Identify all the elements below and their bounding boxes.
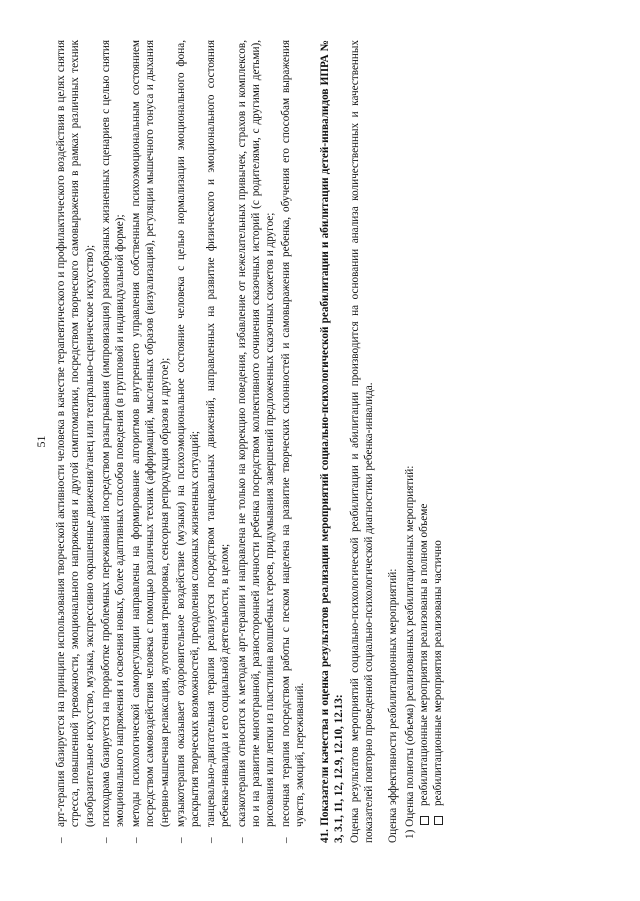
page-number: 51: [34, 435, 48, 448]
option-row[interactable]: [417, 40, 431, 825]
list-item: [129, 40, 172, 843]
bullet-dash: –: [174, 837, 187, 843]
option-label: реабилитационные мероприятия реализованы в полном объеме: [417, 503, 430, 806]
list-item: [174, 40, 202, 843]
checkbox-icon[interactable]: [420, 816, 429, 825]
list-item: [99, 40, 127, 843]
list-item-text: танцевально-двигательная терапия реализуется посредством танцевальных движений, направленных на развитие физического и эмоционального состояния ребенка-инвалида и его социальной деятельности, в целом;: [205, 40, 232, 827]
bullet-dash: –: [235, 837, 248, 843]
option-row[interactable]: [431, 40, 445, 825]
list-item: [54, 40, 97, 843]
list-item-text: сказкотерапия относится к методам арт-терапии и направлена не только на коррекцию поведения, избавление от нежелательных привычек, страхов и комплексов, но и на развитие многогранной, разносторонней личности ребенка посредством коллективного сочинения сказочных историй (с родителями, с другими детьми), рисования или лепки из пластилина волшебных героев, придумывания завершений предложенных сказочных сюжетов и другое;: [235, 40, 277, 827]
bullet-dash: –: [280, 837, 293, 843]
list-item: [204, 40, 232, 843]
list-item: [279, 40, 307, 843]
list-item-text: арт-терапия базируется на принципе использования творческой активности человека в качестве терапевтического и профилактического воздействия в целях снятия стресса, повышенной тревожности, эмоционального напряжения и другой симптоматики, посредством творческого самовыражения в рамках различных техник (изобразительное искусство, музыка, экспрессивно окрашенные движения/танец или театрально-сценическое искусство);: [55, 40, 96, 827]
section-title: 41. Показатели качества и оценка результатов реализации мероприятий социально-психологической реабилитации и абилитации детей-инвалидов ИПРА № 3, 3.1, 11, 12, 12.9, 12.10, 12.13:: [318, 40, 345, 843]
list-item-text: музыкотерапия оказывает оздоровительное воздействие (музыки) на психоэмоциональное состояние человека с целью нормализации эмоционального фона, раскрытия творческих возможностей, преодоления сложных жизненных ситуаций;: [174, 40, 202, 827]
bullet-dash: –: [99, 837, 112, 843]
evaluation-intro: Оценка эффективности реабилитационных мероприятий:: [387, 568, 400, 843]
section-paragraph: Оценка результатов мероприятий социально-психологической реабилитации и абилитации производится на основании анализа количественных и качественных показателей повторно проведенной социально-психологической диагностики ребенка-инвалида.: [349, 40, 376, 843]
list-item: [235, 40, 278, 843]
option-label: реабилитационные мероприятия реализованы частично: [432, 540, 445, 806]
bullet-dash: –: [55, 837, 68, 843]
list-item-text: песочная терапия посредством работы с песком нацелена на развитие творческих склонностей и самовыражения ребенка, обучения его способам выражения чувств, эмоций, переживаний.: [280, 40, 307, 827]
checkbox-icon[interactable]: [434, 816, 443, 825]
evaluation-item-1: 1) Оценка полноты (объема) реализованных реабилитационных мероприятий:: [403, 465, 416, 839]
therapy-methods-list: [54, 40, 307, 843]
bullet-dash: –: [205, 837, 218, 843]
list-item-text: методы психологической саморегуляции направлены на формирование алгоритмов внутреннего управления собственным психоэмоциональным состоянием посредством самовоздействия человека с помощью различных техник (аффирмаций, мысленных образов (визуализация), регуляции мышечного тонуса и дыхания (нервно-мышечная релаксация, аутогенная тренировка, сенсорная репродукция образов и другое);: [130, 40, 171, 827]
bullet-dash: –: [130, 837, 143, 843]
list-item-text: психодрама базируется на проработке проблемных переживаний посредством разыгрывания (импровизация) разнообразных жизненных сценариев с целью снятия эмоционального напряжения и освоения новых, более адаптивных способов поведения (в групповой и индивидуальной форме);: [99, 40, 127, 827]
